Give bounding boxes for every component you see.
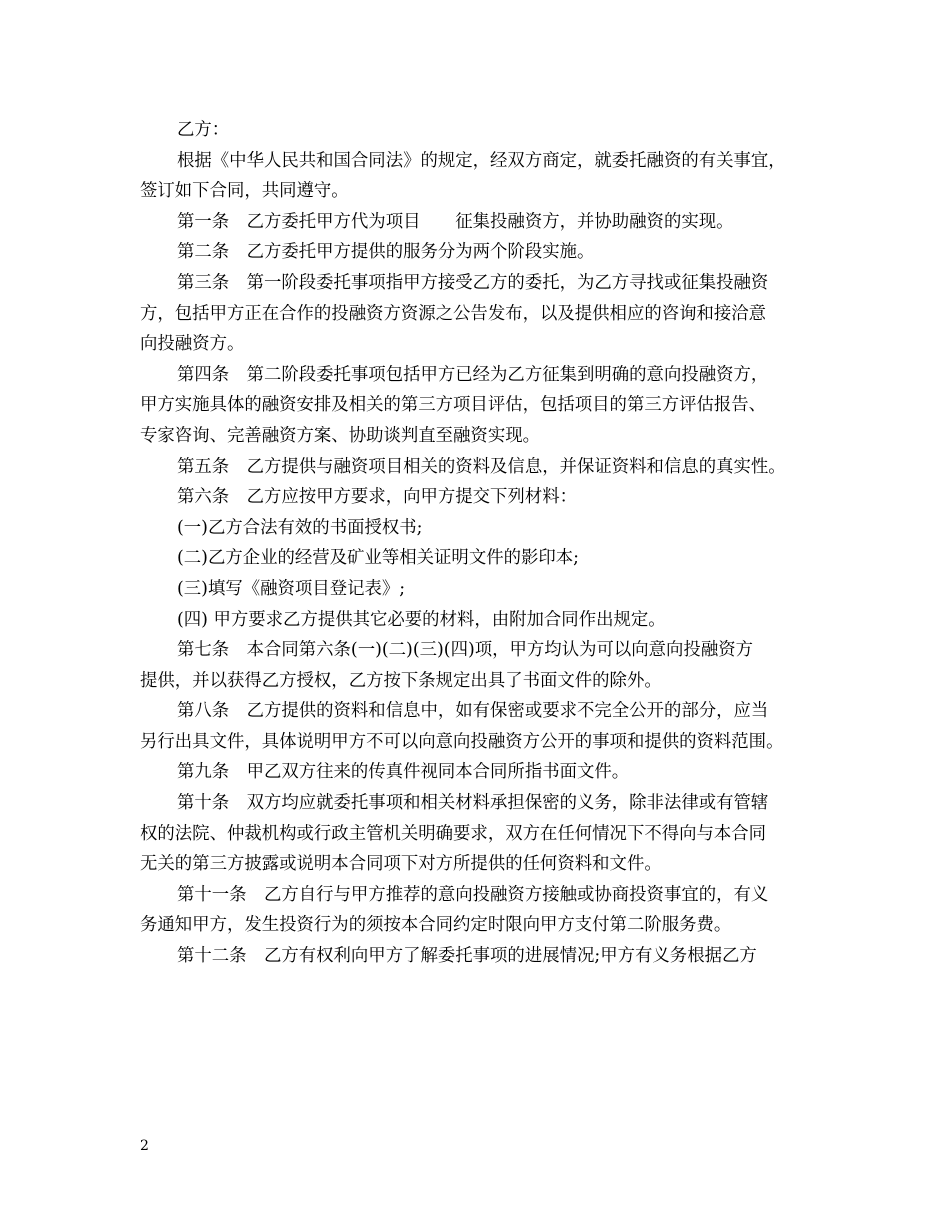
paragraph (140, 452, 830, 483)
text-line: 第二条 乙方委托甲方提供的服务分为两个阶段实施。 (177, 242, 595, 263)
paragraph (140, 696, 830, 757)
paragraph (140, 268, 830, 360)
text-line: 另行出具文件，具体说明甲方不可以向意向投融资方公开的事项和提供的资料范围。 (140, 731, 784, 752)
text-line: 第一条 乙方委托甲方代为项目 征集投融资方，并协助融资的实现。 (177, 211, 734, 232)
text-line: 提供，并以获得乙方授权，乙方按下条规定出具了书面文件的除外。 (140, 670, 662, 691)
text-line: 第七条 本合同第六条(一)(二)(三)(四)项，甲方均认为可以向意向投融资方 (177, 640, 753, 661)
text-line: 权的法院、仲裁机构或行政主管机关明确要求，双方在任何情况下不得向与本合同 (140, 823, 767, 844)
text-line: 第三条 第一阶段委托事项指甲方接受乙方的委托，为乙方寻找或征集投融资 (177, 272, 769, 293)
text-line: 乙方： (177, 120, 230, 140)
text-line: (一)乙方合法有效的书面授权书; (177, 517, 423, 538)
text-line: 签订如下合同，共同遵守。 (140, 181, 349, 202)
paragraph (140, 788, 830, 880)
paragraph (140, 146, 830, 207)
page-number: 2 (140, 1138, 149, 1154)
paragraph (140, 360, 830, 452)
text-line: 第八条 乙方提供的资料和信息中，如有保密或要求不完全公开的部分，应当 (177, 701, 769, 722)
text-line: 第十条 双方均应就委托事项和相关材料承担保密的义务，除非法律或有管辖 (177, 793, 769, 814)
text-line: 第十一条 乙方自行与甲方推荐的意向投融资方接触或协商投资事宜的，有义 (177, 884, 769, 905)
text-line: 第六条 乙方应按甲方要求，向甲方提交下列材料： (177, 487, 577, 508)
paragraph (140, 237, 830, 268)
paragraph (140, 543, 830, 574)
paragraph (140, 207, 830, 238)
text-line: 方，包括甲方正在合作的投融资方资源之公告发布，以及提供相应的咨询和接洽意 (140, 303, 767, 324)
paragraph (140, 513, 830, 544)
text-line: (二)乙方企业的经营及矿业等相关证明文件的影印本; (177, 548, 580, 569)
paragraph (140, 605, 830, 636)
text-line: (三)填写《融资项目登记表》; (177, 578, 406, 599)
text-line: 根据《中华人民共和国合同法》的规定，经双方商定，就委托融资的有关事宜， (177, 150, 786, 171)
text-line: 第四条 第二阶段委托事项包括甲方已经为乙方征集到明确的意向投融资方， (177, 364, 769, 385)
paragraph (140, 757, 830, 788)
document-body (140, 115, 830, 972)
text-line: 无关的第三方披露或说明本合同项下对方所提供的任何资料和文件。 (140, 854, 662, 875)
paragraph (140, 115, 830, 146)
text-line: 第九条 甲乙双方往来的传真件视同本合同所指书面文件。 (177, 762, 630, 783)
paragraph (140, 941, 830, 972)
paragraph (140, 574, 830, 605)
paragraph (140, 880, 830, 941)
text-line: (四) 甲方要求乙方提供其它必要的材料，由附加合同作出规定。 (177, 609, 666, 630)
text-line: 专家咨询、完善融资方案、协助谈判直至融资实现。 (140, 425, 540, 446)
paragraph (140, 635, 830, 696)
text-line: 甲方实施具体的融资安排及相关的第三方项目评估，包括项目的第三方评估报告、 (140, 395, 767, 416)
text-line: 务通知甲方，发生投资行为的须按本合同约定时限向甲方支付第二阶服务费。 (140, 915, 732, 936)
text-line: 向投融资方。 (140, 334, 245, 355)
text-line: 第五条 乙方提供与融资项目相关的资料及信息，并保证资料和信息的真实性。 (177, 456, 786, 477)
text-line: 第十二条 乙方有权利向甲方了解委托事项的进展情况;甲方有义务根据乙方 (177, 946, 757, 967)
paragraph (140, 482, 830, 513)
